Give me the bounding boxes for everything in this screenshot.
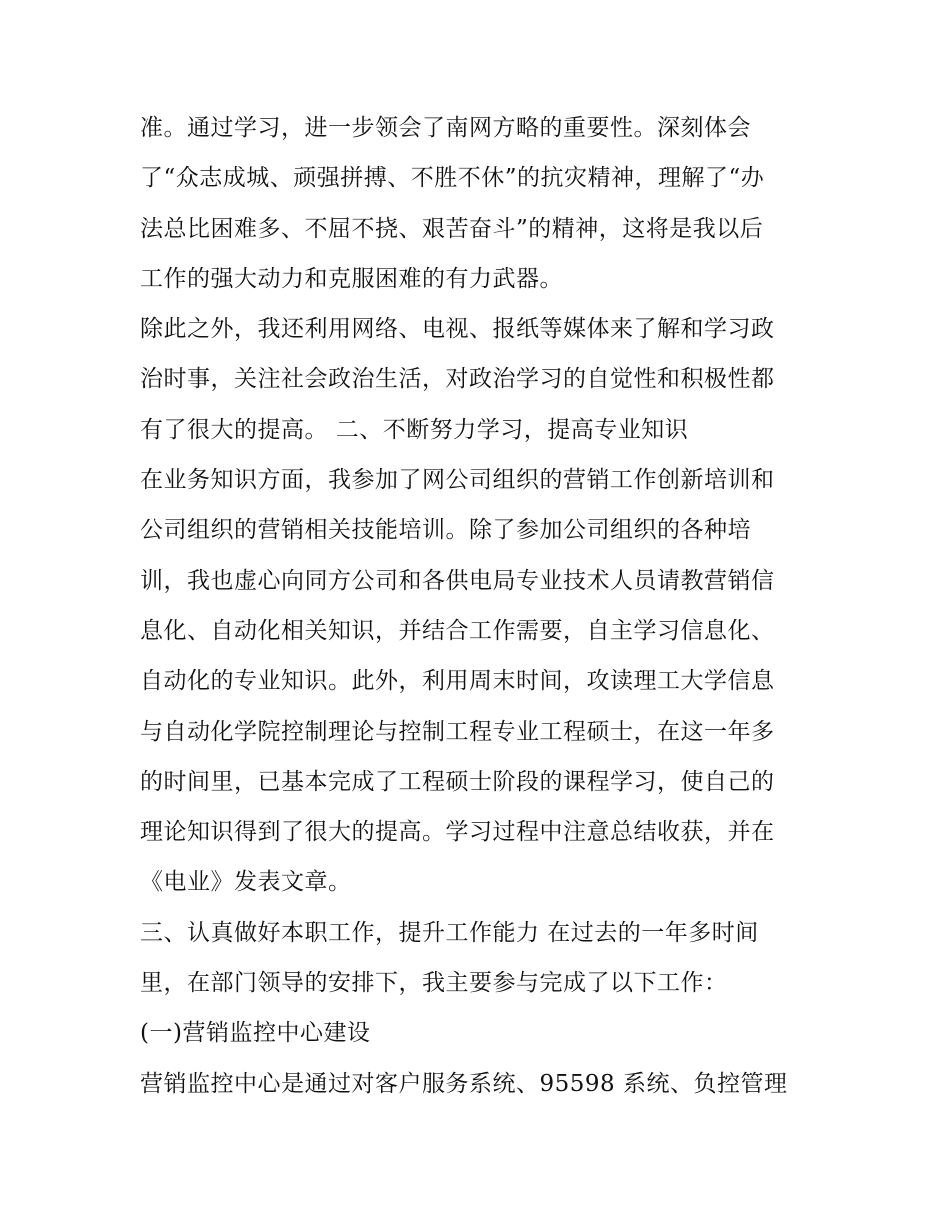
text-line-1: 准。通过学习，进一步领会了南网方略的重要性。深刻体会 <box>140 115 751 141</box>
text-line-14: 的时间里，已基本完成了工程硕士阶段的课程学习，使自己的 <box>140 768 775 795</box>
text-line-8: 在业务知识方面，我参加了网公司组织的营销工作创新培训和 <box>140 467 775 494</box>
text-line-20: 营销监控中心是通过对客户服务系统、95598 系统、负控管理 <box>140 1070 788 1097</box>
document-body <box>140 103 820 1109</box>
text-line-9: 公司组织的营销相关技能培训。除了参加公司组织的各种培 <box>140 517 751 544</box>
text-line-4: 工作的强大动力和克服困难的有力武器。 <box>140 265 563 292</box>
text-line-2: 了“众志成城、顽强拼搏、不胜不休”的抗灾精神，理解了“办 <box>140 165 765 192</box>
text-line-12: 自动化的专业知识。此外，利用周末时间，攻读理工大学信息 <box>140 668 775 695</box>
text-line-7: 有了很大的提高。 二、不断努力学习，提高专业知识 <box>140 416 689 443</box>
text-line-18: 里，在部门领导的安排下，我主要参与完成了以下工作： <box>140 970 728 997</box>
text-line-15: 理论知识得到了很大的提高。学习过程中注意总结收获，并在 <box>140 819 775 846</box>
text-line-5: 除此之外，我还利用网络、电视、报纸等媒体来了解和学习政 <box>140 316 775 343</box>
text-line-13: 与自动化学院控制理论与控制工程专业工程硕士，在这一年多 <box>140 718 775 745</box>
text-line-17: 三、认真做好本职工作，提升工作能力 在过去的一年多时间 <box>140 919 759 946</box>
text-line-10: 训，我也虚心向同方公司和各供电局专业技术人员请教营销信 <box>140 567 775 594</box>
text-line-19: (一)营销监控中心建设 <box>140 1020 371 1047</box>
text-line-16: 《电业》发表文章。 <box>140 869 352 896</box>
text-line-11: 息化、自动化相关知识，并结合工作需要，自主学习信息化、 <box>140 617 775 644</box>
text-line-6: 治时事，关注社会政治生活，对政治学习的自觉性和积极性都 <box>140 366 775 393</box>
text-line-3: 法总比困难多、不屈不挠、艰苦奋斗”的精神，这将是我以后 <box>140 215 764 242</box>
